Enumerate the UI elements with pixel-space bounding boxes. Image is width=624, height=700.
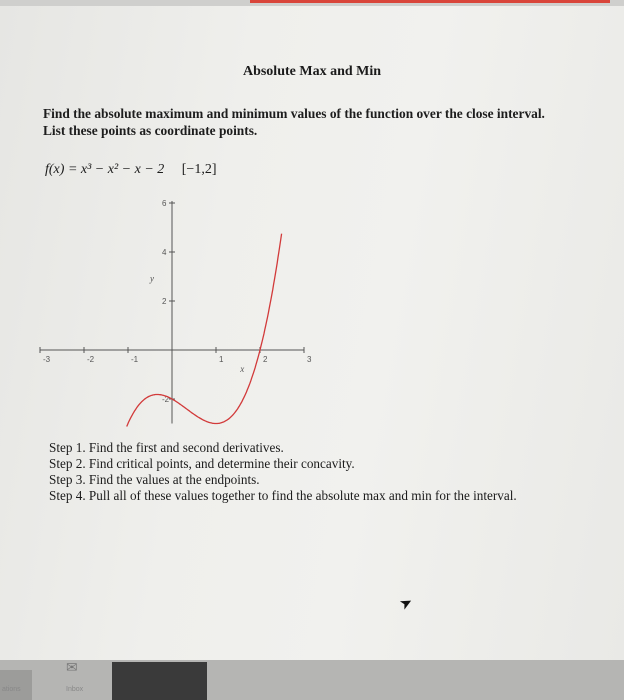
- taskbar-label-inbox[interactable]: Inbox: [66, 686, 84, 693]
- function-graph: [36, 196, 326, 446]
- taskbar-label-ations: ations: [2, 686, 21, 693]
- y-tick-label: 2: [162, 297, 167, 306]
- function-rhs: = x³ − x² − x − 2: [67, 162, 165, 177]
- step-3: Step 3. Find the values at the endpoints.: [49, 472, 260, 487]
- taskbar: [0, 660, 624, 700]
- taskbar-app-dark[interactable]: [112, 662, 207, 700]
- taskbar-app-left[interactable]: [0, 670, 32, 700]
- x-tick-label: -2: [87, 355, 95, 364]
- instruction-line-2: List these points as coordinate points.: [43, 123, 258, 138]
- y-tick-label: -2: [162, 395, 170, 404]
- step-2: Step 2. Find critical points, and determine their concavity.: [49, 456, 355, 471]
- y-tick-label: 6: [162, 199, 167, 208]
- function-definition: [45, 162, 217, 178]
- envelope-icon[interactable]: ✉: [66, 660, 78, 676]
- x-tick-label: 2: [263, 355, 268, 364]
- instruction-line-1: Find the absolute maximum and minimum values of the function over the close interval.: [43, 106, 545, 121]
- step-4: Step 4. Pull all of these values together to find the absolute max and min for the interval.: [49, 488, 517, 503]
- function-curve: [127, 234, 282, 427]
- red-edge: [250, 0, 610, 3]
- function-interval: [−1,2]: [181, 162, 217, 177]
- y-axis-label: y: [150, 273, 154, 284]
- page-title: Absolute Max and Min: [242, 64, 382, 79]
- x-tick-label: -3: [43, 355, 51, 364]
- x-tick-label: 3: [307, 355, 312, 364]
- x-axis-label: x: [240, 364, 245, 374]
- y-tick-label: 4: [162, 248, 167, 257]
- steps-list: [49, 440, 609, 504]
- x-tick-label: -1: [131, 355, 139, 364]
- x-tick-label: 1: [219, 355, 224, 364]
- function-lhs: f(x): [45, 162, 65, 177]
- mouse-cursor-icon: ➤: [397, 593, 416, 614]
- instructions: [43, 105, 618, 139]
- step-1: Step 1. Find the first and second derivatives.: [49, 440, 284, 455]
